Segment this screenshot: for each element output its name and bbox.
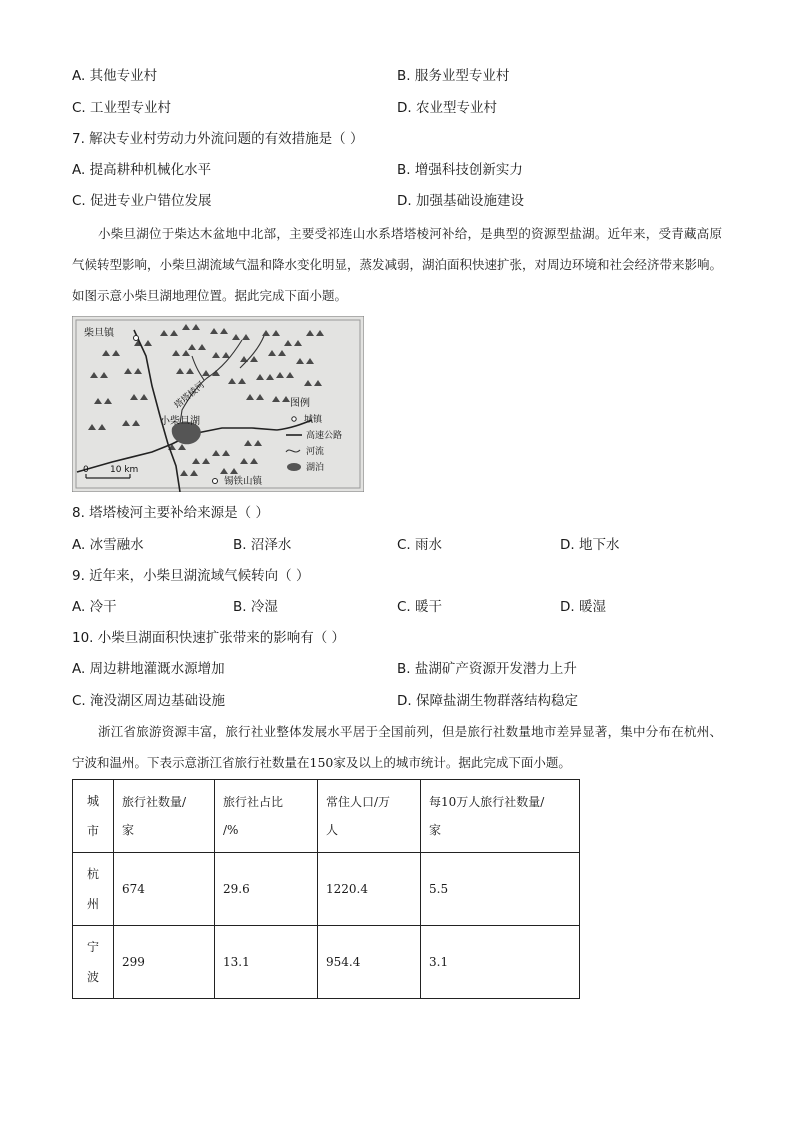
q10-option-b[interactable]: B. 盐湖矿产资源开发潜力上升 [397, 661, 577, 677]
legend-river-label: 河流 [306, 447, 325, 457]
q7-option-c[interactable]: C. 促进专业户错位发展 [72, 193, 212, 209]
q10-option-c[interactable]: C. 淹没湖区周边基础设施 [72, 693, 226, 709]
header-agencies-line2: 家 [122, 823, 135, 837]
cell-share: 29.6 [215, 853, 318, 926]
header-city [73, 780, 114, 853]
legend-lake-icon [287, 463, 301, 471]
header-population [318, 780, 421, 853]
passage-xiaochaidan-lake [72, 218, 722, 311]
header-share [215, 780, 318, 853]
town-label-xitieshan: 锡铁山镇 [224, 476, 263, 487]
q9-option-d[interactable]: D. 暖湿 [560, 599, 606, 615]
town-label-chaidan: 柴旦镇 [84, 328, 114, 339]
table-row [73, 926, 580, 999]
cell-city-line2: 州 [86, 897, 99, 911]
q8-option-b[interactable]: B. 沼泽水 [233, 537, 292, 553]
header-population-line1: 常住人口/万 [326, 795, 391, 809]
cell-city-line1: 宁 [86, 940, 99, 954]
scale-zero-label: 0 [83, 465, 89, 475]
cell-city-line2: 波 [86, 970, 99, 984]
q8-option-a[interactable]: A. 冰雪融水 [72, 537, 144, 553]
header-per10k [421, 780, 580, 853]
q9-option-c[interactable]: C. 暖干 [397, 599, 443, 615]
header-share-line2: /% [223, 823, 239, 837]
cell-agencies: 674 [114, 853, 215, 926]
town-marker-xitieshan [213, 479, 218, 484]
q10-option-a[interactable]: A. 周边耕地灌溉水源增加 [72, 661, 225, 677]
q6-option-d[interactable]: D. 农业型专业村 [397, 100, 497, 116]
cell-population: 1220.4 [318, 853, 421, 926]
table-row [73, 853, 580, 926]
legend-title: 图例 [290, 398, 310, 409]
river-label: 塔塔棱河 [172, 380, 207, 412]
q9-option-b[interactable]: B. 冷湿 [233, 599, 278, 615]
xiaochaidan-lake-map [72, 316, 364, 492]
legend-town-label: 城镇 [304, 415, 323, 425]
passage-2-text: 浙江省旅游资源丰富，旅行社业整体发展水平居于全国前列，但是旅行社数量地市差异显著，集中分布在杭州、宁波和温州。下表示意浙江省旅行社数量在150家及以上的城市统计。据此完成下面小题。 [72, 724, 722, 770]
cell-per10k: 5.5 [421, 853, 580, 926]
passage-zhejiang-travel [72, 716, 722, 778]
cell-per10k: 3.1 [421, 926, 580, 999]
q7-option-a[interactable]: A. 提高耕种机械化水平 [72, 162, 212, 178]
q7-stem: 7. 解决专业村劳动力外流问题的有效措施是（ ） [72, 131, 364, 147]
q7-option-b[interactable]: B. 增强科技创新实力 [397, 162, 523, 178]
header-agencies-line1: 旅行社数量/ [122, 795, 187, 809]
q10-option-d[interactable]: D. 保障盐湖生物群落结构稳定 [397, 693, 578, 709]
cell-city-line1: 杭 [86, 867, 99, 881]
passage-1-text: 小柴旦湖位于柴达木盆地中北部，主要受祁连山水系塔塔棱河补给，是典型的资源型盐湖。近年来，受青藏高原气候转型影响，小柴旦湖流域气温和降水变化明显，蒸发减弱，湖泊面积快速扩张，对周边环境和社会经济带来影响。如图示意小柴旦湖地理位置。据此完成下面小题。 [72, 226, 723, 303]
table-header-row [73, 780, 580, 853]
travel-agency-table [72, 779, 580, 999]
scale-distance-label: 10 km [110, 465, 139, 475]
lake-label: 小柴旦湖 [160, 416, 200, 427]
q9-option-a[interactable]: A. 冷干 [72, 599, 117, 615]
legend-lake-label: 湖泊 [306, 463, 325, 473]
cell-city [73, 926, 114, 999]
q8-option-c[interactable]: C. 雨水 [397, 537, 443, 553]
legend-town-icon [292, 417, 296, 421]
header-share-line1: 旅行社占比 [223, 795, 284, 809]
header-population-line2: 人 [326, 823, 339, 837]
q7-option-d[interactable]: D. 加强基础设施建设 [397, 193, 524, 209]
q9-stem: 9. 近年来，小柴旦湖流域气候转向（ ） [72, 568, 310, 584]
header-city-line2: 市 [86, 824, 99, 838]
header-city-line1: 城 [86, 794, 99, 808]
cell-population: 954.4 [318, 926, 421, 999]
cell-share: 13.1 [215, 926, 318, 999]
q8-option-d[interactable]: D. 地下水 [560, 537, 620, 553]
q6-option-b[interactable]: B. 服务业型专业村 [397, 68, 510, 84]
q8-stem: 8. 塔塔棱河主要补给来源是（ ） [72, 505, 269, 521]
cell-agencies: 299 [114, 926, 215, 999]
header-per10k-line2: 家 [429, 823, 442, 837]
town-marker-chaidan [134, 336, 139, 341]
legend-highway-label: 高速公路 [306, 431, 343, 441]
q10-stem: 10. 小柴旦湖面积快速扩张带来的影响有（ ） [72, 630, 346, 646]
q6-option-c[interactable]: C. 工业型专业村 [72, 100, 172, 116]
header-per10k-line1: 每10万人旅行社数量/ [429, 795, 545, 809]
header-agencies [114, 780, 215, 853]
cell-city [73, 853, 114, 926]
q6-option-a[interactable]: A. 其他专业村 [72, 68, 158, 84]
